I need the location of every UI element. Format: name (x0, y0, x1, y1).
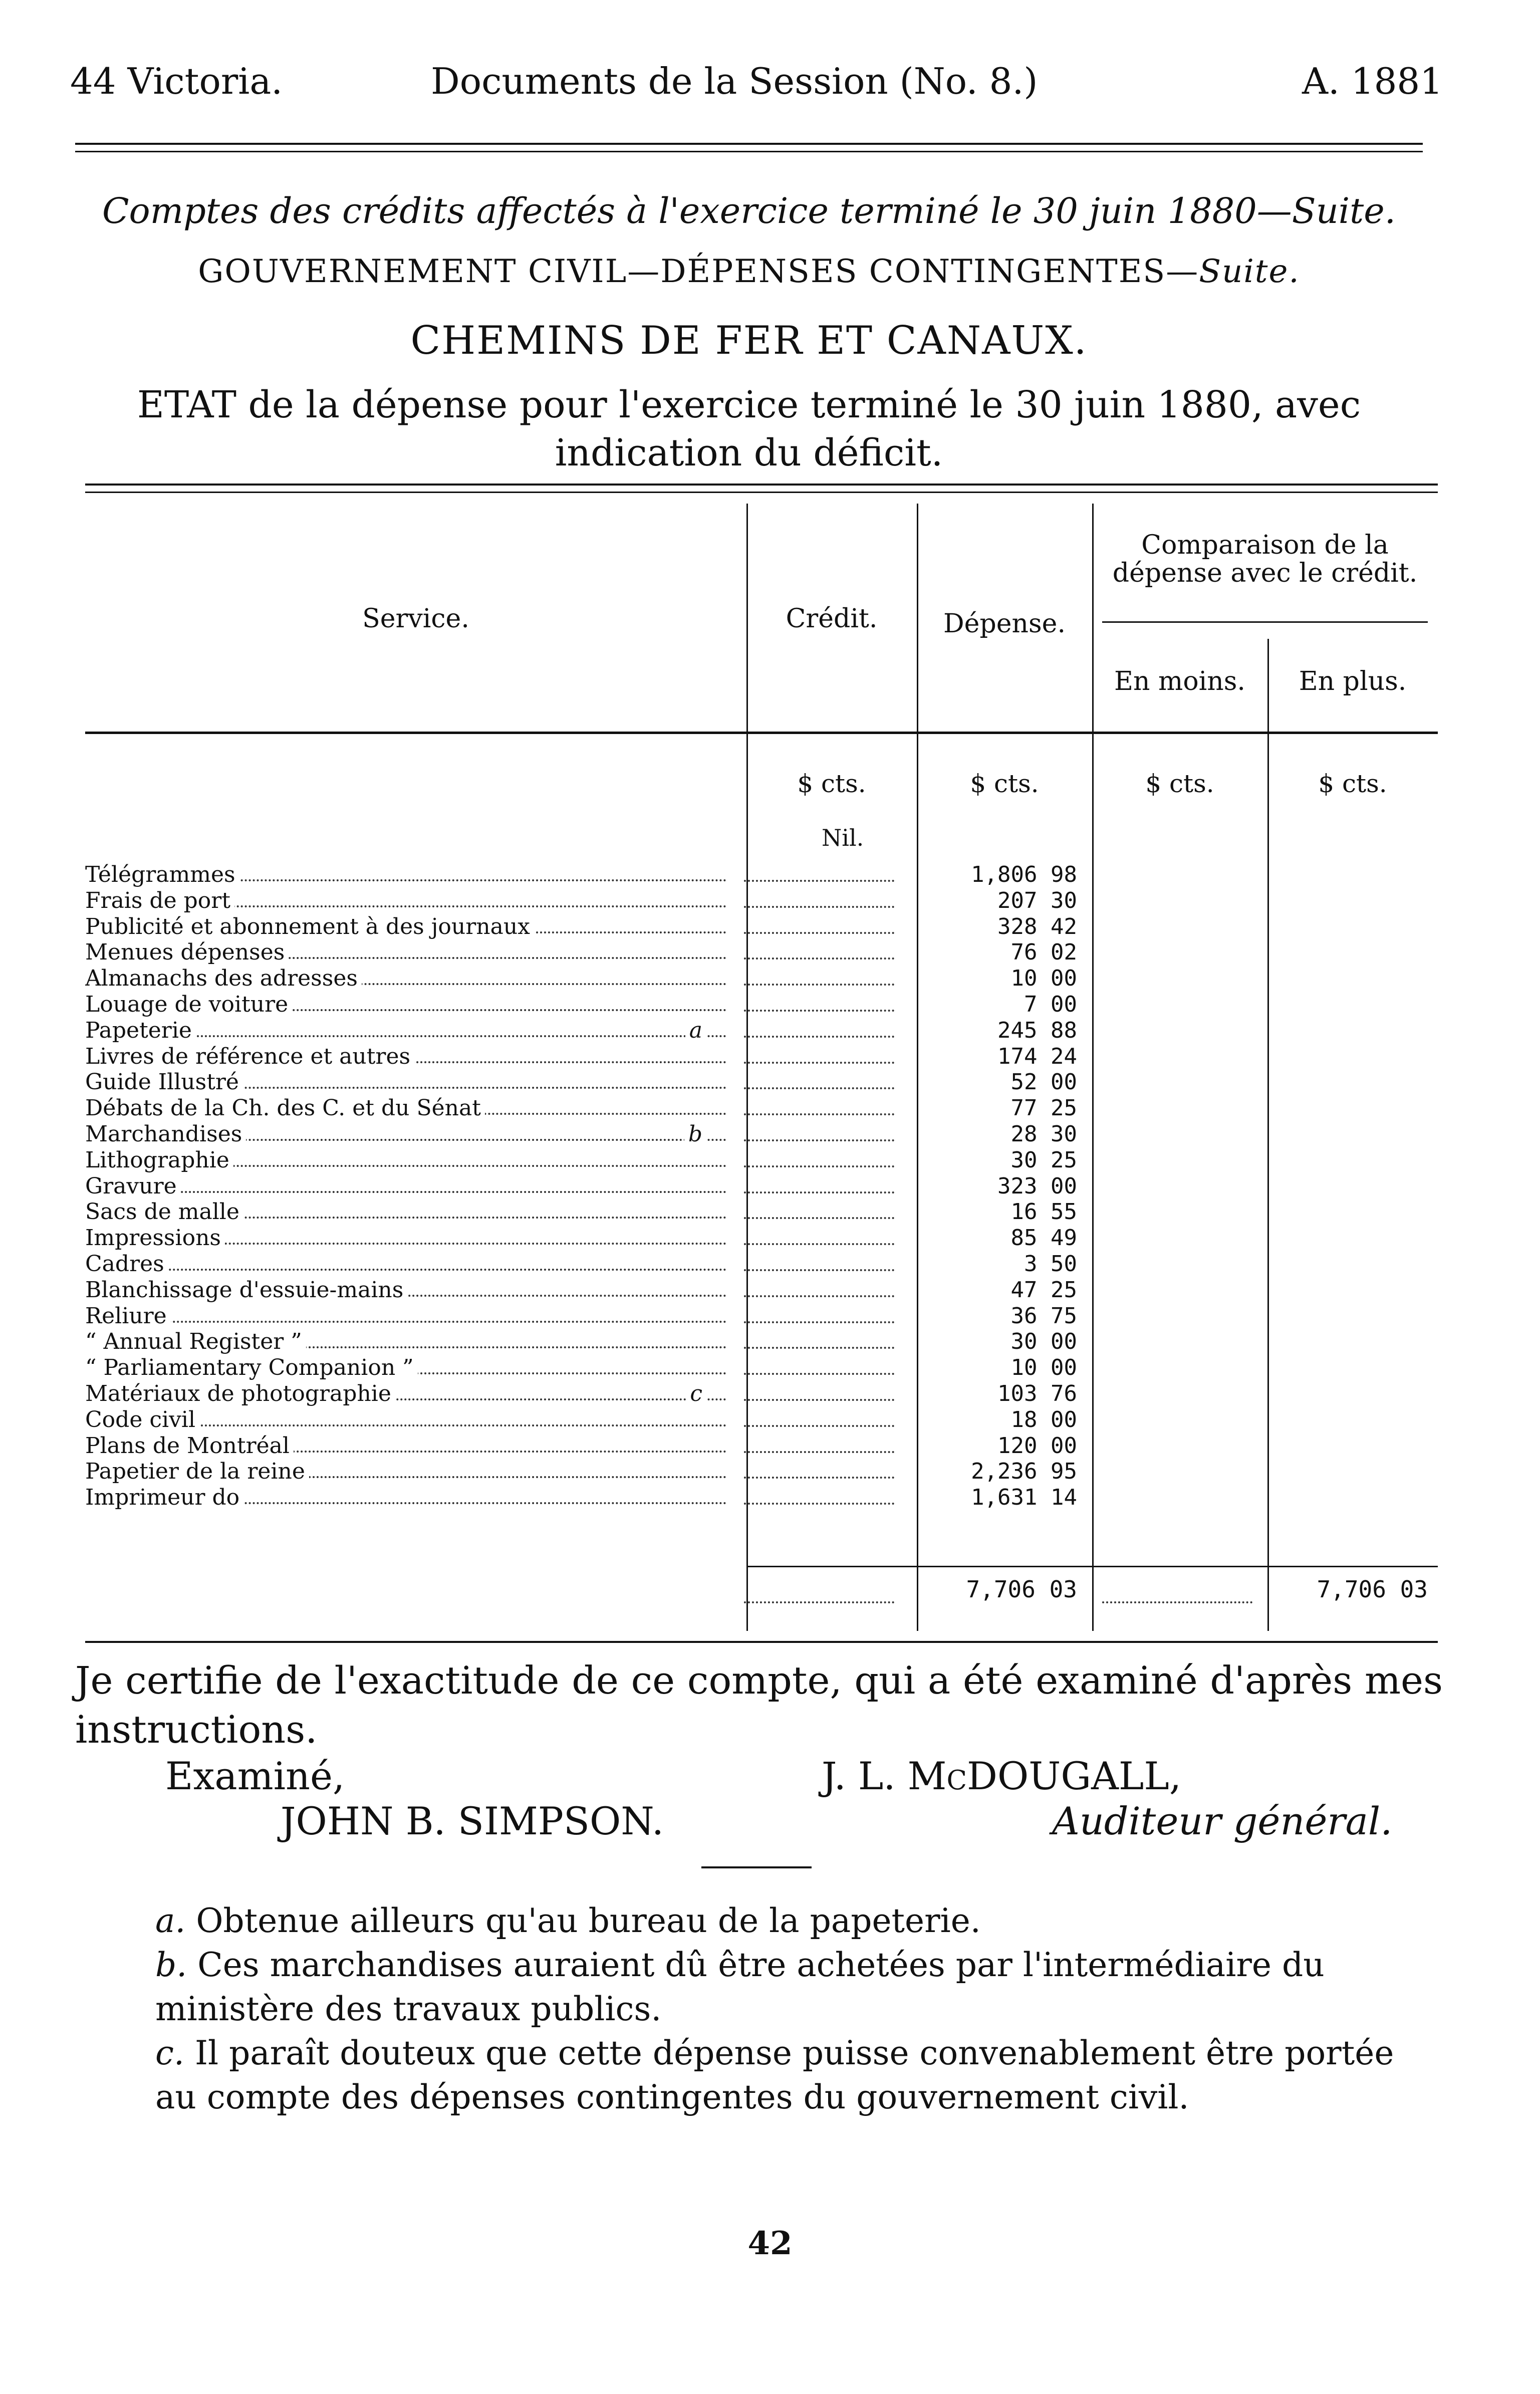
credit-leader (744, 1269, 894, 1271)
service-label: Publicité et abonnement à des journaux (85, 914, 534, 939)
table-row (85, 1251, 1087, 1277)
depense-cell: 3 50 (1024, 1251, 1077, 1277)
table-row (85, 862, 1087, 888)
total-depense: 7,706 03 (966, 1576, 1077, 1603)
table-row (85, 939, 1087, 966)
header-en-moins: En moins. (1114, 666, 1245, 696)
credit-leader (744, 1217, 894, 1219)
examiner-name-text: JOHN B. SIMPSON. (281, 1799, 664, 1843)
service-label: Reliure (85, 1303, 171, 1329)
table-row (85, 1329, 1087, 1355)
service-label: Impressions (85, 1225, 225, 1251)
table-row (85, 1044, 1087, 1070)
service-label: Matériaux de photographie (85, 1381, 395, 1406)
credit-leader (744, 1010, 894, 1012)
leader-dots (85, 1191, 726, 1193)
credit-leader (744, 1451, 894, 1453)
depense-cell: 2,236 95 (971, 1459, 1077, 1485)
service-label: Sacs de malle (85, 1199, 243, 1225)
service-cell (85, 914, 726, 939)
table-row (85, 1407, 1087, 1433)
expense-table (85, 489, 1438, 1641)
note-mark: a (685, 1018, 706, 1043)
service-label: Almanachs des adresses (85, 966, 362, 991)
main-title: CHEMINS DE FER ET CANAUX. (410, 318, 1088, 363)
unit-en-plus: $ cts. (1318, 769, 1387, 798)
depense-cell: 103 76 (997, 1381, 1077, 1406)
footnote-a (85, 1899, 1443, 1943)
unit-credit: $ cts. (797, 769, 866, 798)
depense-cell: 207 30 (997, 887, 1077, 913)
footnote-mark: a. (155, 1901, 186, 1940)
service-cell (85, 1381, 726, 1406)
notes-rule (701, 1866, 812, 1868)
service-label: Livres de référence et autres (85, 1044, 414, 1069)
service-label: Guide Illustré (85, 1069, 243, 1095)
credit-leader (744, 1477, 894, 1479)
depense-cell: 174 24 (997, 1043, 1077, 1069)
examiner-name (281, 1799, 664, 1843)
certification-text: Je certifie de l'exactitude de ce compte, qui a été examiné d'après mes instructions. (75, 1658, 1443, 1752)
credit-leader (744, 1347, 894, 1349)
note-mark: b (684, 1121, 706, 1147)
leader-dots (85, 1269, 726, 1271)
header-depense: Dépense. (943, 609, 1066, 639)
credit-leader (744, 1503, 894, 1505)
footnotes (85, 1899, 1443, 2119)
table-bottom-rule (85, 1641, 1438, 1643)
header-bottom-rule (85, 732, 1438, 734)
footnote-text: Obtenue ailleurs qu'au bureau de la papeterie. (196, 1901, 981, 1940)
depense-cell: 30 00 (1010, 1329, 1077, 1355)
header-right: A. 1881 (1302, 60, 1443, 102)
depense-cell: 1,631 14 (971, 1485, 1077, 1511)
service-cell (85, 1355, 726, 1380)
unit-depense: $ cts. (970, 769, 1039, 798)
service-label: Cadres (85, 1251, 168, 1277)
credit-leader (744, 1139, 894, 1141)
service-cell (85, 1433, 726, 1459)
etat-word: ETAT (137, 383, 236, 426)
credit-leader (744, 1087, 894, 1089)
table-row (85, 1485, 1087, 1511)
header-comparaison: Comparaison de la dépense avec le crédit. (1112, 530, 1418, 588)
service-label: Plans de Montréal (85, 1433, 294, 1459)
depense-cell: 76 02 (1010, 939, 1077, 966)
service-cell (85, 992, 726, 1017)
depense-cell: 7 00 (1024, 992, 1077, 1017)
credit-leader (744, 1321, 894, 1323)
depense-cell: 120 00 (997, 1432, 1077, 1459)
credit-leader (744, 1036, 894, 1038)
depense-cell: 47 25 (1010, 1277, 1077, 1303)
header-credit: Crédit. (786, 604, 878, 634)
header-split-rule (1102, 621, 1428, 623)
total-en-plus: 7,706 03 (1317, 1576, 1428, 1603)
service-cell (85, 1225, 726, 1251)
credit-leader (744, 957, 894, 960)
etat-title (75, 381, 1423, 477)
service-cell (85, 1485, 726, 1510)
service-label: Blanchissage d'essuie-mains (85, 1277, 407, 1303)
service-label: Imprimeur do (85, 1485, 243, 1510)
service-cell (85, 1199, 726, 1225)
service-cell (85, 1018, 726, 1043)
department-suite: Suite. (1199, 253, 1300, 290)
credit-leader (744, 1191, 894, 1193)
footnote-b (85, 1943, 1443, 2031)
running-header (70, 60, 1443, 105)
footnote-c (85, 2031, 1443, 2119)
service-cell (85, 1173, 726, 1199)
table-row (85, 1095, 1087, 1121)
service-cell (85, 1069, 726, 1095)
header-en-plus: En plus. (1299, 666, 1407, 696)
service-cell (85, 1147, 726, 1173)
service-cell (85, 1121, 726, 1147)
table-row (85, 966, 1087, 992)
total-rule (746, 1566, 1438, 1567)
credit-leader (744, 984, 894, 986)
page-number: 42 (747, 2225, 793, 2262)
depense-cell: 28 30 (1010, 1121, 1077, 1147)
credit-leader (744, 1165, 894, 1167)
service-cell (85, 1459, 726, 1484)
header-left: 44 Victoria. (70, 60, 283, 102)
service-label: Télégrammes (85, 862, 239, 887)
examine-label: Examiné, (165, 1754, 345, 1798)
depense-cell: 10 00 (1010, 966, 1077, 992)
footnote-mark: c. (155, 2034, 184, 2072)
note-mark: c (686, 1381, 706, 1406)
service-cell (85, 1303, 726, 1329)
total-moins-row (85, 1583, 1267, 1609)
service-label: Code civil (85, 1407, 199, 1432)
table-row (85, 1147, 1087, 1173)
service-label: Gravure (85, 1173, 181, 1199)
auditor-title-text: Auditeur général. (1052, 1799, 1393, 1843)
auditor-title (1052, 1799, 1392, 1843)
service-label: Lithographie (85, 1147, 233, 1173)
auditor-name-text: J. L. McDOUGALL, (822, 1754, 1182, 1798)
credit-leader (744, 1425, 894, 1427)
footnote-mark: b. (155, 1946, 187, 1984)
service-label: Papeterie (85, 1018, 196, 1043)
footnote-text: Il paraît douteux que cette dépense puisse convenablement être portée au compte des dépenses contingentes du gouvernement civil. (155, 2034, 1394, 2116)
footnote-text: Ces marchandises auraient dû être achetées par l'intermédiaire du ministère des travaux publics. (155, 1946, 1325, 2028)
service-cell (85, 888, 726, 913)
table-row (85, 1277, 1087, 1303)
table-row (85, 914, 1087, 940)
service-label: Marchandises (85, 1121, 246, 1147)
etat-rest: de la dépense pour l'exercice terminé le 30 juin 1880, avec indication du déficit. (248, 383, 1361, 474)
credit-leader (744, 880, 894, 882)
service-label: Louage de voiture (85, 992, 292, 1017)
depense-cell: 323 00 (997, 1173, 1077, 1199)
service-label: “ Annual Register ” (85, 1329, 306, 1354)
credit-leader (744, 1399, 894, 1401)
moins-leader (1102, 1601, 1252, 1603)
credit-leader (744, 1062, 894, 1064)
credit-leader (744, 1373, 894, 1375)
service-label: Frais de port (85, 888, 234, 913)
depense-cell: 1,806 98 (971, 862, 1077, 887)
table-row (85, 1018, 1087, 1044)
service-cell (85, 1044, 726, 1069)
table-row (85, 1433, 1087, 1459)
table-row (85, 992, 1087, 1018)
leader-dots (85, 1321, 726, 1323)
credit-leader (744, 1113, 894, 1115)
credit-leader (744, 906, 894, 908)
service-cell (85, 1329, 726, 1354)
table-row (85, 1381, 1087, 1407)
subtitle: Comptes des crédits affectés à l'exercice terminé le 30 juin 1880—Suite. (102, 190, 1396, 231)
credit-leader (744, 932, 894, 934)
table-row (85, 888, 1087, 914)
table-row (85, 1303, 1087, 1329)
depense-cell: 85 49 (1010, 1225, 1077, 1251)
depense-cell: 10 00 (1010, 1355, 1077, 1381)
unit-en-moins: $ cts. (1145, 769, 1214, 798)
depense-cell: 16 55 (1010, 1199, 1077, 1225)
credit-leader (744, 1243, 894, 1245)
table-row (85, 1199, 1087, 1225)
service-cell (85, 966, 726, 991)
table-row (85, 1355, 1087, 1381)
auditor-name (822, 1754, 1181, 1798)
table-row (85, 1173, 1087, 1200)
department-name: GOUVERNEMENT CIVIL—DÉPENSES CONTINGENTES— (198, 253, 1199, 290)
table-row (85, 1225, 1087, 1251)
credit-nil: Nil. (822, 824, 864, 851)
service-label: Débats de la Ch. des C. et du Sénat (85, 1095, 485, 1121)
credit-leader (744, 1295, 894, 1297)
depense-cell: 30 25 (1010, 1147, 1077, 1173)
service-cell (85, 939, 726, 965)
service-cell (85, 1277, 726, 1303)
service-cell (85, 1095, 726, 1121)
table-row (85, 1121, 1087, 1147)
depense-cell: 18 00 (1010, 1406, 1077, 1432)
department-title (75, 253, 1423, 290)
service-label: Papetier de la reine (85, 1459, 309, 1484)
header-center: Documents de la Session (No. 8.) (431, 60, 1038, 102)
service-cell (85, 862, 726, 887)
depense-cell: 77 25 (1010, 1095, 1077, 1121)
depense-cell: 245 88 (997, 1017, 1077, 1043)
header-service: Service. (362, 604, 469, 634)
depense-cell: 328 42 (997, 913, 1077, 939)
depense-cell: 52 00 (1010, 1069, 1077, 1095)
table-row (85, 1459, 1087, 1485)
service-cell (85, 1407, 726, 1432)
table-row (85, 1069, 1087, 1095)
service-label: Menues dépenses (85, 939, 289, 965)
service-cell (85, 1251, 726, 1277)
depense-cell: 36 75 (1010, 1303, 1077, 1329)
header-rule (75, 143, 1423, 152)
service-label: “ Parliamentary Companion ” (85, 1355, 418, 1380)
